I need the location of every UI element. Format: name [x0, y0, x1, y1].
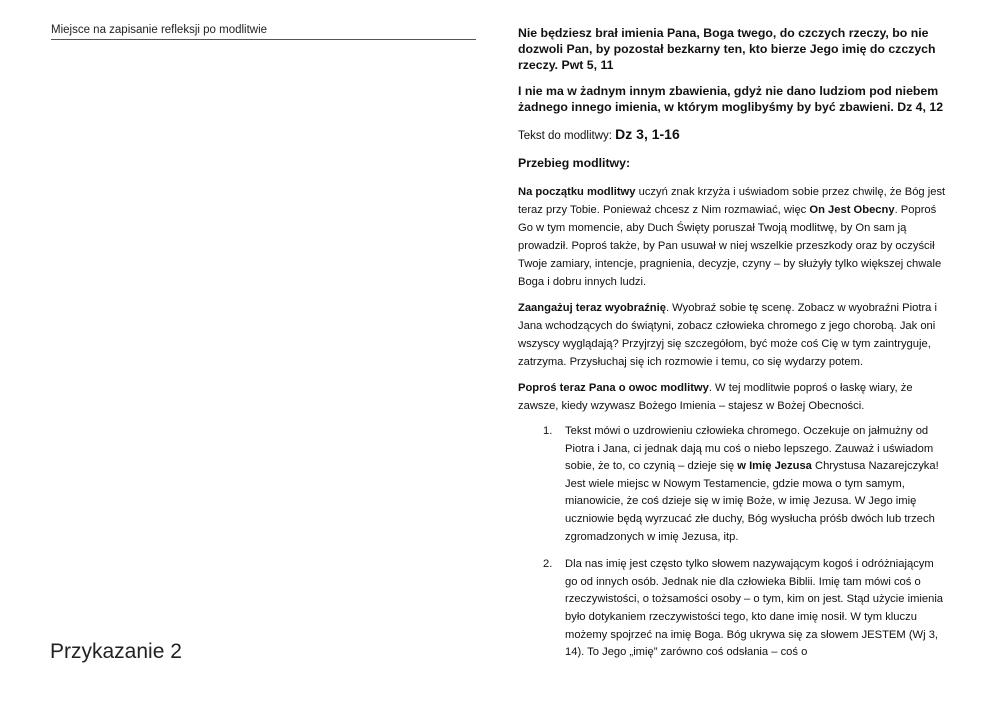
paragraph-text: . Poproś Go w tym momencie, aby Duch Święty poruszał Twoją modlitwę, by On sam ją prowadził. Poproś także, by Pan usuwał w niej wszelkie przeszkody oraz by oczyścił Twoje zamiary, intencje, pragnienia, decyzje, czyny – by służyły tylko większej chwale Boga i dobru innych ludzi. — [518, 204, 942, 288]
list-item-text: Chrystusa Nazarejczyka! Jest wiele miejsc w Nowym Testamencie, gdzie mowa o tym samym, mianowicie, że coś dzieje się w imię Boże, w imię Jezusa. W Jego imię uczniowie będą wyrzucać złe duchy, Bóg wysłucha próśb dwóch lub trzech zgromadzonych w imię Jezusa, itp. — [565, 460, 939, 543]
paragraph-lead: Na początku modlitwy — [518, 186, 636, 198]
list-item-number: 1. — [543, 425, 553, 437]
paragraph-beginning — [518, 183, 946, 291]
paragraph-lead: Zaangażuj teraz wyobraźnię — [518, 302, 666, 314]
list-item-number: 2. — [543, 558, 553, 571]
scripture-verse-1: Nie będziesz brał imienia Pana, Boga twego, do czczych rzeczy, bo nie dozwoli Pan, by pozostał bezkarny ten, kto bierze Jego imię do czczych rzeczy. Pwt 5, 11 — [518, 26, 936, 72]
prayer-text-label: Tekst do modlitwy: — [518, 130, 616, 142]
prayer-text-line — [518, 125, 946, 145]
prayer-course-heading: Przebieg modlitwy: — [518, 156, 631, 170]
list-item-emphasis: w Imię Jezusa — [737, 460, 812, 473]
paragraph-fruit — [518, 379, 946, 415]
paragraph-text: . W tej modlitwie poproś o łaskę wiary, że zawsze, kiedy wzywasz Bożego Imienia – stajesz w Bożej Obecności. — [518, 382, 913, 412]
list-item-text: Dla nas imię jest często tylko słowem nazywającym kogoś i odróżniającym go od innych osób. Jednak nie dla człowieka Biblii. Imię tam mówi coś o rzeczywistości, o tożsamości osoby – o tym, kim on jest. Stąd użycie imienia było dotykaniem rzeczywistości tego, kto dane imię nosił. W tym kluczu możemy spojrzeć na imię Boga. Bóg ukrywa się za słowem JESTEM (Wj 3, 14). To Jego „imię” zarówno coś odsłania – coś o — [565, 558, 944, 659]
reflection-space-label: Miejsce na zapisanie refleksji po modlitwie — [51, 24, 476, 40]
paragraph-imagination — [518, 299, 946, 371]
list-item — [518, 423, 946, 546]
paragraph-text: uczyń znak krzyża i uświadom sobie przez chwilę, że Bóg jest teraz przy Tobie. Ponieważ chcesz z Nim rozmawiać, więc — [518, 186, 946, 216]
list-item — [518, 556, 946, 662]
reflection-points-list — [518, 423, 946, 662]
list-item-text: Tekst mówi o uzdrowieniu człowieka chromego. Oczekuje on jałmużny od Piotra i Jana, ci jednak dają mu coś o niebo lepszego. Zauważ i uświadom sobie, że to, co czynią – dzieje się — [565, 425, 934, 473]
commandment-title: Przykazanie 2 — [50, 640, 182, 663]
paragraph-text: . Wyobraź sobie tę scenę. Zobacz w wyobraźni Piotra i Jana wchodzących do świątyni, zobacz człowieka chromego z jego chorobą. Jak oni wszyscy wyglądają? Przyjrzyj się szczegółom, być może coś Cię w tym zaintryguje, zatrzyma. Przysłuchaj się ich rozmowie i temu, co się wydarzy potem. — [518, 302, 937, 368]
scripture-verse-2: I nie ma w żadnym innym zbawienia, gdyż nie dano ludziom pod niebem żadnego innego imienia, w którym moglibyśmy by być zbawieni. Dz 4, 12 — [518, 84, 944, 114]
prayer-text-reference: Dz 3, 1-16 — [615, 126, 680, 142]
paragraph-lead: Poproś teraz Pana o owoc modlitwy — [518, 382, 709, 394]
right-page — [518, 25, 946, 672]
paragraph-emphasis: On Jest Obecny — [809, 204, 895, 216]
